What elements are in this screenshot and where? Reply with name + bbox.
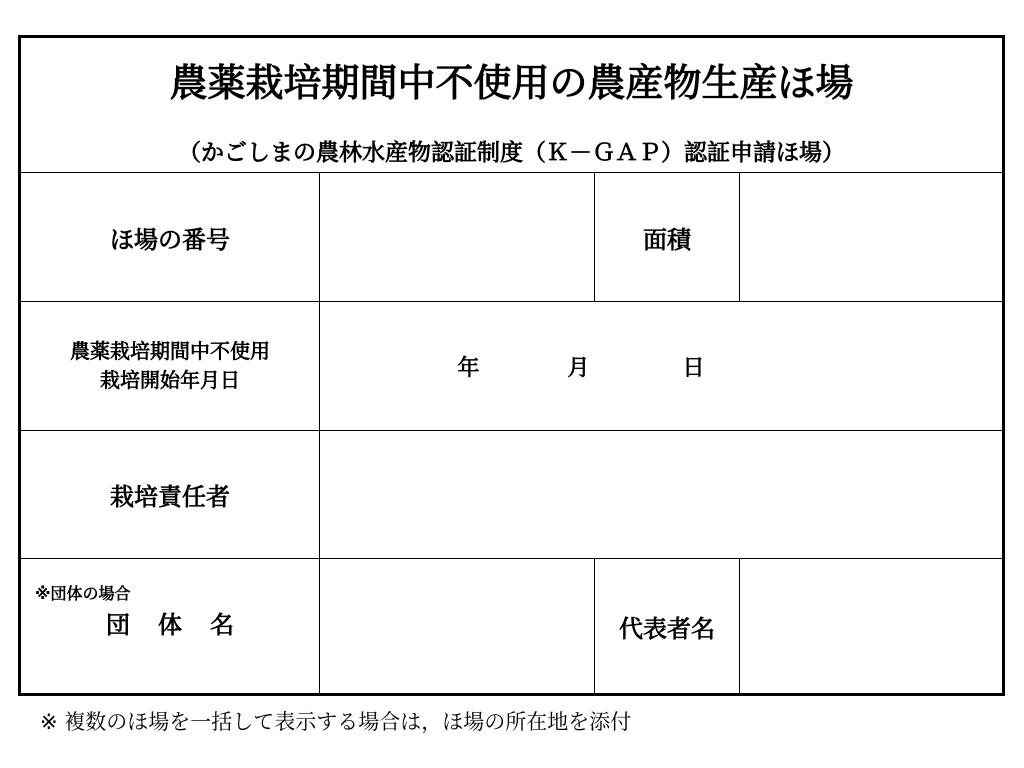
certification-sign-table (18, 35, 1005, 696)
group-row (21, 559, 1002, 693)
group-note: ※団体の場合 (35, 584, 131, 603)
representative-value-cell[interactable] (739, 559, 1002, 693)
group-name-label: 団 体 名 (106, 611, 236, 639)
field-number-value-cell[interactable] (319, 173, 594, 301)
field-number-label: ほ場の番号 (110, 225, 230, 254)
sign-title: 農薬栽培期間中不使用の農産物生産ほ場 (169, 61, 854, 105)
area-label: 面積 (594, 173, 739, 301)
sign-subtitle: （かごしまの農林水産物認証制度（Ｋ－ＧＡＰ）認証申請ほ場） (178, 140, 845, 166)
representative-label: 代表者名 (594, 559, 739, 693)
area-value-cell[interactable] (739, 173, 1002, 301)
manager-value-cell[interactable] (319, 431, 1002, 558)
footnote: ※ 複数のほ場を一括して表示する場合は，ほ場の所在地を添付 (40, 710, 632, 734)
date-year-unit: 年 (457, 355, 480, 381)
manager-label: 栽培責任者 (110, 483, 230, 511)
group-label-cell (21, 559, 319, 693)
field-number-row (21, 173, 1002, 302)
date-month-unit: 月 (567, 355, 590, 381)
sign-header (21, 38, 1002, 173)
start-date-label (21, 302, 319, 430)
manager-row (21, 431, 1002, 559)
start-date-value-cell[interactable] (319, 302, 1002, 430)
start-date-row (21, 302, 1002, 431)
start-date-label-line1: 農薬栽培期間中不使用 (70, 339, 270, 363)
date-day-unit: 日 (682, 355, 705, 381)
start-date-label-line2: 栽培開始年月日 (100, 368, 240, 392)
group-name-value-cell[interactable] (319, 559, 594, 693)
